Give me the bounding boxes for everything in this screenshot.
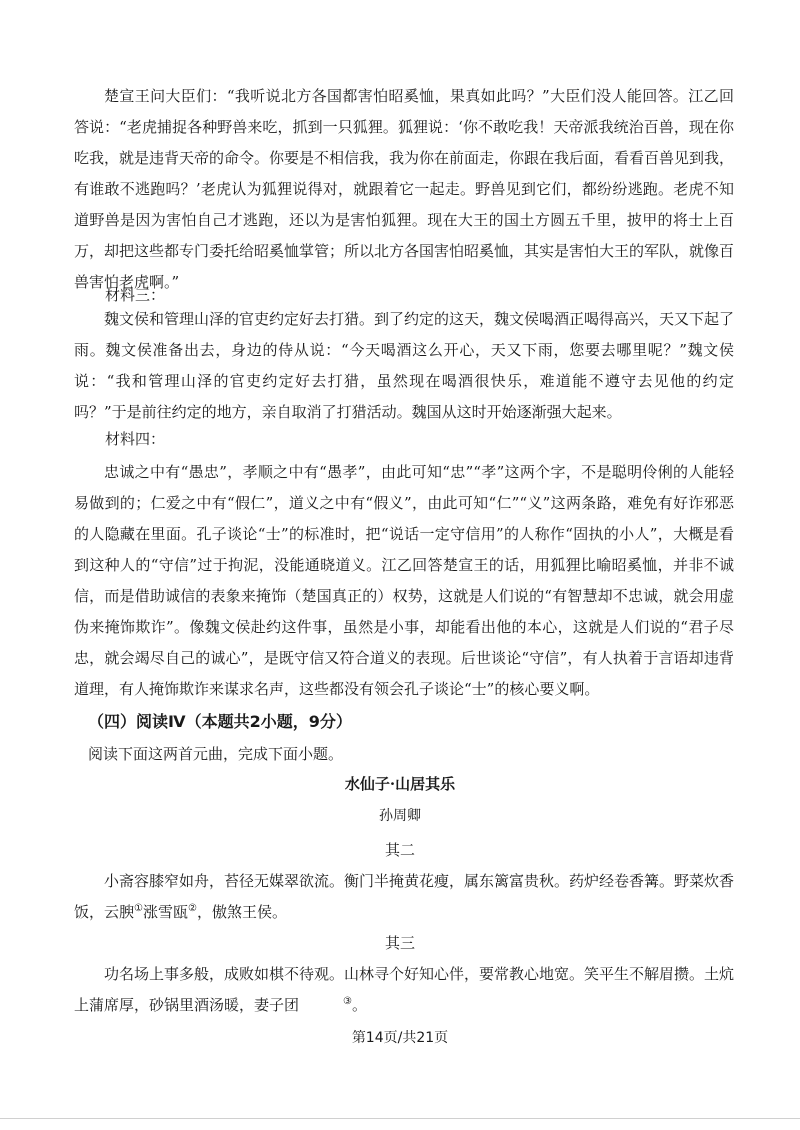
- bottom-divider: [0, 1118, 800, 1119]
- poem-part-3-title: 其三: [384, 934, 415, 952]
- material-3-paragraph: 魏文侯和管理山泽的官吏约定好去打猎。到了约定的这天，魏文侯喝酒正喝得高兴，天又下起了雨。魏文侯准备出去，身边的侍从说：“今天喝酒这么开心，天又下雨，您要去哪里呢？”魏文侯说：“我和管理山泽的官吏约定好去打猎，虽然现在喝酒很快乐，难道能不遵守去见他的约定吗？”于是前往约定的地方，亲自取消了打猎活动。魏国从这时开始逐渐强大起来。: [74, 310, 735, 421]
- poem-part-2-text-b: 涨雪瓯: [142, 903, 188, 921]
- poem-part-2-text-a: 小斋容膝窄如舟，苔径无媒翠欲流。衡门半掩黄花瘦，属东篱富贵秋。药炉经卷香篝。野菜炊香饭，云腴: [74, 872, 735, 921]
- section-heading: （四）阅读Ⅳ（本题共2小题，9分）: [88, 712, 352, 731]
- material-2-paragraph: 楚宣王问大臣们：“我听说北方各国都害怕昭奚恤，果真如此吗？”大臣们没人能回答。江乙回答说：“老虎捕捉各种野兽来吃，抓到一只狐狸。狐狸说：‘你不敢吃我！天帝派我统治百兽，现在你吃我，就是违背天帝的命令。你要是不相信我，我为你在前面走，你跟在我后面，看看百兽见到我，有谁敢不逃跑吗？’老虎认为狐狸说得对，就跟着它一起走。野兽见到它们，都纷纷逃跑。老虎不知道野兽是因为害怕自己才逃跑，还以为是害怕狐狸。现在大王的国土方圆五千里，披甲的将士上百万，却把这些都专门委托给昭奚恤掌管；所以北方各国害怕昭奚恤，其实是害怕大王的军队，就像百兽害怕老虎啊。”: [74, 87, 735, 291]
- footnote-marker-1: ①: [134, 903, 143, 914]
- section-instruction: 阅读下面这两首元曲，完成下面小题。: [88, 745, 344, 763]
- poem-title: 水仙子·山居其乐: [344, 775, 456, 793]
- poem-part-2-title: 其二: [384, 841, 415, 859]
- material-4-label: 材料四：: [105, 430, 166, 448]
- footnote-marker-3: ③: [343, 996, 352, 1007]
- material-3-label: 材料三：: [105, 286, 166, 304]
- poem-part-3-text-b: 。: [351, 996, 367, 1014]
- poem-author: 孙周卿: [379, 808, 421, 824]
- poem-part-2-text-c: ，傲煞王侯。: [196, 903, 287, 921]
- footnote-marker-2: ②: [188, 903, 197, 914]
- poem-part-3-text-a: 功名场上事多般，成败如棋不待观。山林寻个好知心伴，要常教心地宽。笑平生不解眉攒。土炕上蒲席厚，砂锅里酒汤暖，妻子团: [74, 965, 735, 1014]
- page-number: 第14页/共21页: [351, 1030, 449, 1046]
- poem-part-2-text: [74, 866, 734, 928]
- poem-part-3-text: [74, 959, 734, 1021]
- material-4-paragraph: 忠诚之中有“愚忠”，孝顺之中有“愚孝”，由此可知“忠”“孝”这两个字，不是聪明伶俐的人能轻易做到的；仁爱之中有“假仁”，道义之中有“假义”，由此可知“仁”“义”这两条路，难免有好诈邪恶的人隐藏在里面。孔子谈论“士”的标准时，把“说话一定守信用”的人称作“固执的小人”，大概是看到这种人的“守信”过于拘泥，没能通晓道义。江乙回答楚宣王的话，用狐狸比喻昭奚恤，并非不诚信，而是借助诚信的表象来掩饰（楚国真正的）权势，这就是人们说的“有智慧却不忠诚，就会用虚伪来掩饰欺诈”。像魏文侯赴约这件事，虽然是小事，却能看出他的本心，这就是人们说的“君子尽忠，就会竭尽自己的诚心”，是既守信又符合道义的表现。后世谈论“守信”，有人执着于言语却违背道理，有人掩饰欺诈来谋求名声，这些都没有领会孔子谈论“士”的核心要义啊。: [74, 463, 734, 698]
